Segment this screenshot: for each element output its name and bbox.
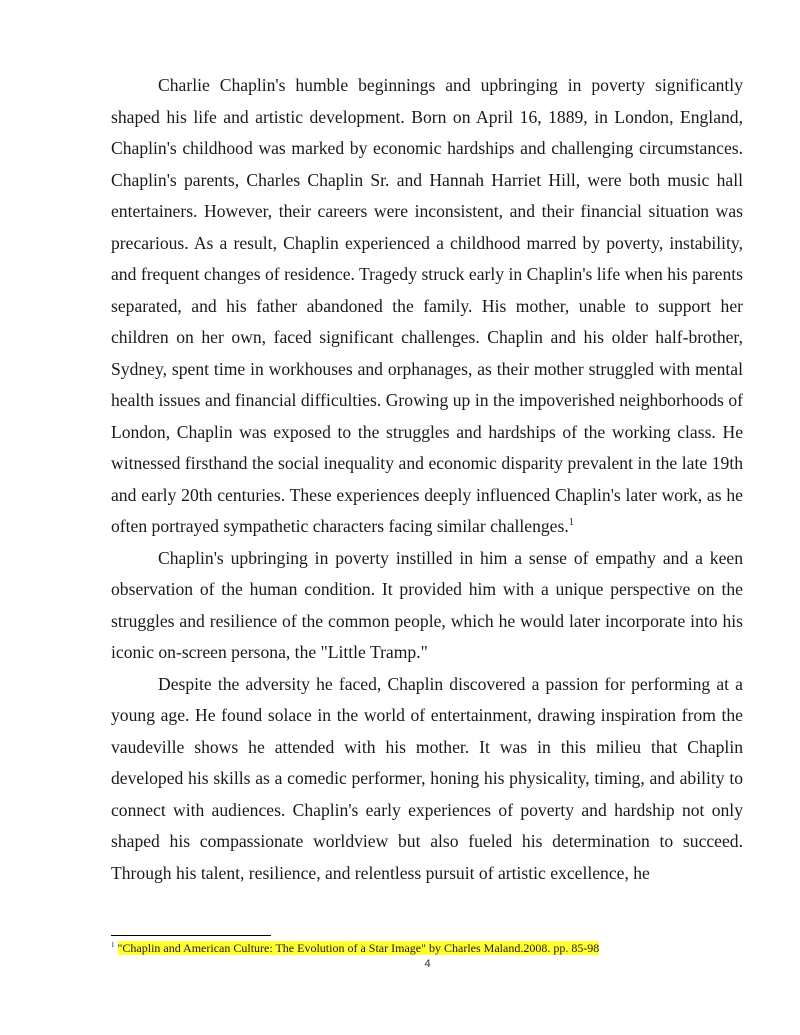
footnote-reference[interactable]: 1 (568, 517, 574, 529)
paragraph-1-text: Charlie Chaplin's humble beginnings and upbringing in poverty significantly shaped his life and artistic development. Born on April 16, 1889, in London, England, Chaplin's childhood was marked by economic hardships and challenging circumstances. Chaplin's parents, Charles Chaplin Sr. and Hannah Harriet Hill, were both music hall entertainers. However, their careers were inconsistent, and their financial situation was precarious. As a result, Chaplin experienced a childhood marred by poverty, instability, and frequent changes of residence. Tragedy struck early in Chaplin's life when his parents separated, and his father abandoned the family. His mother, unable to support her children on her own, faced significant challenges. Chaplin and his older half-brother, Sydney, spent time in workhouses and orphanages, as their mother struggled with mental health issues and financial difficulties. Growing up in the impoverished neighborhoods of London, Chaplin was exposed to the struggles and hardships of the working class. He witnessed firsthand the social inequality and economic disparity prevalent in the late 19th and early 20th centuries. These experiences deeply influenced Chaplin's later work, as he often portrayed sympathetic characters facing similar challenges. (111, 75, 743, 536)
footnote-marker: 1 (111, 941, 115, 949)
footnote-text: "Chaplin and American Culture: The Evolution of a Star Image" by Charles Maland.2008. pp. 85-98 (117, 941, 600, 955)
footnote (111, 940, 599, 956)
paragraph-1 (111, 70, 743, 543)
paragraph-2: Chaplin's upbringing in poverty instilled in him a sense of empathy and a keen observation of the human condition. It provided him with a unique perspective on the struggles and resilience of the common people, which he would later incorporate into his iconic on-screen persona, the "Little Tramp." (111, 547, 743, 662)
body-text (111, 70, 743, 889)
page-number: 4 (424, 958, 431, 970)
paragraph-3: Despite the adversity he faced, Chaplin discovered a passion for performing at a young age. He found solace in the world of entertainment, drawing inspiration from the vaudeville shows he attended with his mother. It was in this milieu that Chaplin developed his skills as a comedic performer, honing his physicality, timing, and ability to connect with audiences. Chaplin's early experiences of poverty and hardship not only shaped his compassionate worldview but also fueled his determination to succeed. Through his talent, resilience, and relentless pursuit of artistic excellence, he (111, 673, 743, 883)
footnote-separator (111, 935, 271, 936)
